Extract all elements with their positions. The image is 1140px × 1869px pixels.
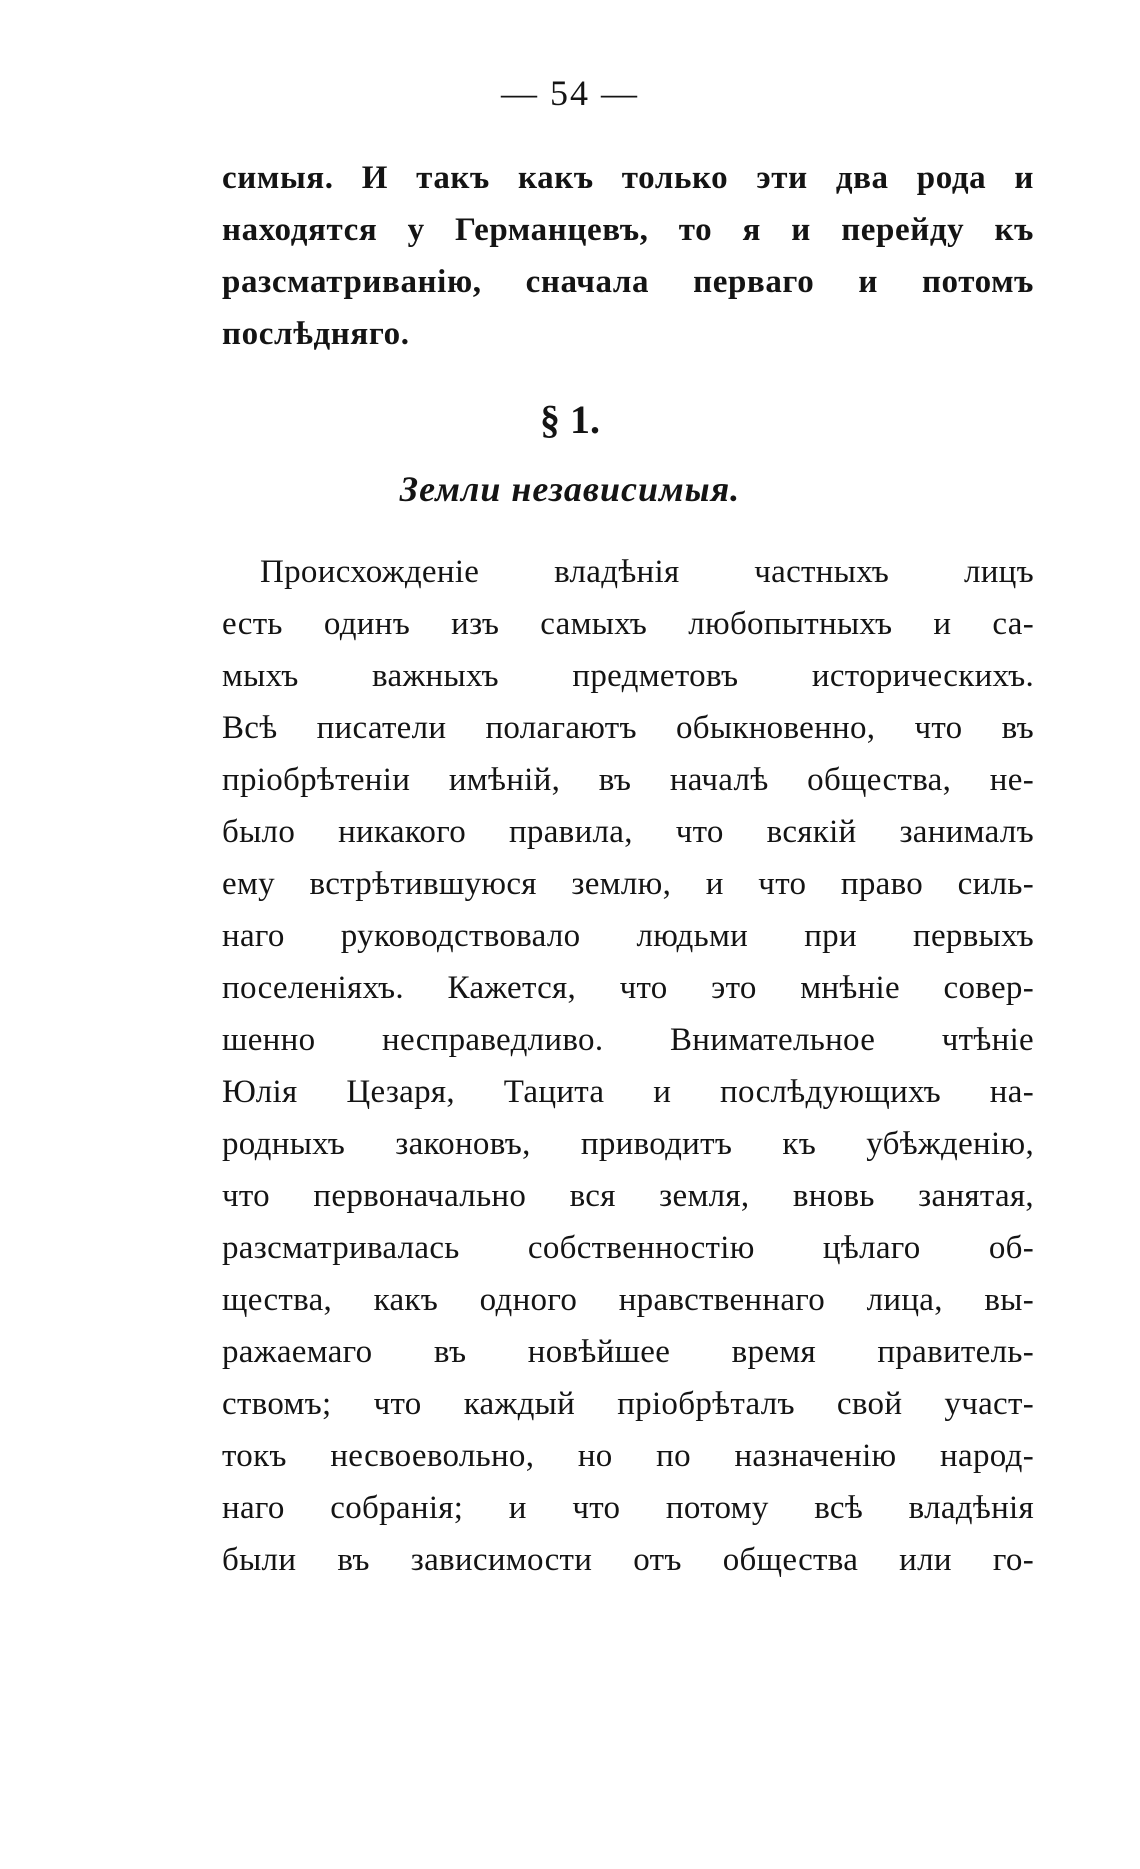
text-line: Юлія Цезаря, Тацита и послѣдующихъ на- [222,1074,1034,1110]
text-line: послѣдняго. [222,316,410,352]
text-line: разсматриванію, сначала перваго и потомъ [222,264,1034,300]
text-line: поселеніяхъ. Кажется, что это мнѣніе совер- [222,970,1034,1006]
text-line: ствомъ; что каждый пріобрѣталъ свой участ- [222,1386,1034,1422]
text-line: Происхожденіе владѣнія частныхъ лицъ [260,554,1034,590]
text-line: было никакого правила, что всякій занималъ [222,814,1034,850]
text-line: щества, какъ одного нравственнаго лица, вы- [222,1282,1034,1318]
body-paragraph [222,546,1034,1586]
text-line: ражаемаго въ новѣйшее время правитель- [222,1334,1034,1370]
page-number: — 54 — [501,73,639,113]
text-line: разсматривалась собственностію цѣлаго об- [222,1230,1034,1266]
text-line: что первоначально вся земля, вновь занятая, [222,1178,1034,1214]
text-line: шенно несправедливо. Внимательное чтѣніе [222,1022,1034,1058]
text-line: симыя. И такъ какъ только эти два рода и [222,160,1034,196]
text-line: Всѣ писатели полагаютъ обыкновенно, что въ [222,710,1034,746]
text-line: мыхъ важныхъ предметовъ историческихъ. [222,658,1034,694]
text-line: находятся у Германцевъ, то я и перейду къ [222,212,1034,248]
text-line: токъ несвоевольно, но по назначенію народ- [222,1438,1034,1474]
text-line: ему встрѣтившуюся землю, и что право силь- [222,866,1034,902]
section-title: Земли независимыя. [399,469,741,509]
text-line: пріобрѣтеніи имѣній, въ началѣ общества, не- [222,762,1034,798]
intro-paragraph [222,152,1034,360]
text-line: родныхъ законовъ, приводитъ къ убѣжденію, [222,1126,1034,1162]
text-line: наго руководствовало людьми при первыхъ [222,918,1034,954]
text-line: есть одинъ изъ самыхъ любопытныхъ и са- [222,606,1034,642]
text-line: были въ зависимости отъ общества или го- [222,1542,1034,1578]
section-number: § 1. [540,397,600,442]
text-line: наго собранія; и что потому всѣ владѣнія [222,1490,1034,1526]
